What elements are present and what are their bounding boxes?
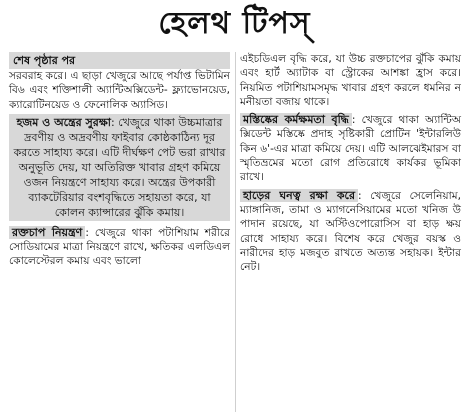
brain-text: : খেজুরে থাকা অ্যান্টিঅক্সিডেন্ট মস্তিষ্কে প্রদাহ সৃষ্টিকারী প্রোটিন 'ইন্টারলিউকিন ৬'-এর মাত্রা কমিয়ে দেয়। এটি আলঝেইমারস বা স্মৃতিভ্রমের মতো রোগ প্রতিরোধে কার্যকর ভূমিকা রাখে। [240,114,461,184]
bp-paragraph [9,225,230,269]
section-heading-bone: হাড়ের ঘনত্ব রক্ষা করে [240,189,358,202]
left-column [9,52,230,269]
brain-paragraph [240,112,461,184]
section-heading-digestion [9,114,230,221]
bone-paragraph [240,188,461,275]
intro-paragraph: সরবরাহ করে। এ ছাড়া খেজুরে আছে পর্যাপ্ত ভিটামিন বি৬ এবং শক্তিশালী অ্যান্টিঅক্সিডেন্ট- ফ্ল্যাভোনয়েড, ক্যারোটিনয়েড ও ফেনোলিক অ্যাসিড। [9,70,230,111]
continued-paragraph: এইচডিএল বৃদ্ধি করে, যা উচ্চ রক্তচাপের ঝুঁকি কমায় এবং হার্ট অ্যাটাক বা স্ট্রোকের আশঙ্কা হ্রাস করে। নিয়মিত পটাশিয়ামসমৃদ্ধ খাবার গ্রহণ করলে ধমনির নমনীয়তা বজায় থাকে। [240,53,461,108]
digestion-heading-text: হজম ও অন্ত্রের সুরক্ষা [16,115,111,129]
section-heading-blood-pressure: রক্তচাপ নিয়ন্ত্রণ [9,226,85,239]
continued-label: শেষ পৃষ্ঠার পর [9,52,230,69]
bp-text: : খেজুরে থাকা পটাশিয়াম শরীরে সোডিয়ামের মাত্রা নিয়ন্ত্রণে রাখে, ক্ষতিকর এলডিএল কোলেস্টেরল কমায় এবং ভালো [9,226,230,268]
section-heading-brain: মস্তিষ্কের কর্মক্ষমতা বৃদ্ধি [240,113,352,126]
digestion-heading-lead: : খেজুরে থাকা উচ্চমাত্রার দ্রবণীয় ও অদ্রবণীয় ফাইবার কোষ্ঠকাঠিন্য দূর করতে সাহায্য করে। এটি দীর্ঘক্ষণ পেট ভরা রাখার অনুভূতি দেয়, যা অতিরিক্ত খাবার গ্রহণ কমিয়ে ওজন নিয়ন্ত্রণে সাহায্য করে। অন্ত্রের উপকারী ব্যাকটেরিয়ার বংশবৃদ্ধিতে সহায়তা করে, যা কোলন ক্যান্সারের ঝুঁকি কমায়। [13,115,226,219]
column-divider [235,52,236,412]
bone-text: : খেজুরে সেলেনিয়াম, ম্যাঙ্গানিজ, তামা ও ম্যাগনেসিয়ামের মতো খনিজ উপাদান রয়েছে, যা অস্টিওপোরোসিস বা হাড় ক্ষয় রোধে সাহায্য করে। বিশেষ করে খেজুর বয়স্ক ও নারীদের হাড় মজবুত রাখতে অত্যন্ত সহায়ক। [240,189,461,259]
right-column [240,52,461,274]
source-credit: ইন্টারনেট। [240,246,461,274]
page-title: হেলথ টিপস্‌ [158,6,311,41]
